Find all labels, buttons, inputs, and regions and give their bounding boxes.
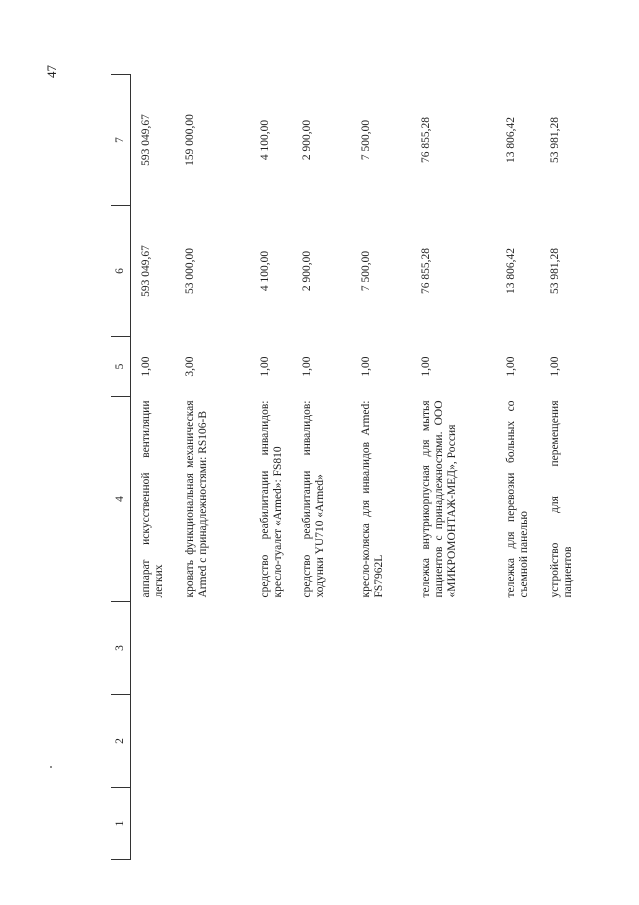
cell-price: 13 806,42 xyxy=(505,248,517,294)
cell-col2 xyxy=(131,695,185,788)
cell-col3 xyxy=(360,602,420,695)
header-col-2: 2 xyxy=(111,695,131,788)
cell-col2 xyxy=(301,695,360,788)
cell-col3 xyxy=(505,602,549,695)
cell-col2 xyxy=(420,695,505,788)
cell-total: 13 806,42 xyxy=(505,117,517,163)
cell-name: устройство для перемещения пациентов xyxy=(549,400,575,598)
cell-name: средство реабилитации инвалидов: кресло-туалет «Armed»: FS810 xyxy=(259,400,285,598)
cell-qty: 3,00 xyxy=(184,356,196,377)
cell-name: кресло-коляска для инвалидов Armed: FS7962L xyxy=(360,400,386,598)
cell-col1 xyxy=(420,788,505,860)
cell-col2 xyxy=(259,695,301,788)
equipment-table xyxy=(111,74,593,860)
cell-price: 593 049,67 xyxy=(140,245,152,297)
header-row xyxy=(111,75,131,860)
cell-total: 593 049,67 xyxy=(140,114,152,166)
cell-col3 xyxy=(420,602,505,695)
cell-qty: 1,00 xyxy=(259,356,271,377)
cell-name: аппарат искусственной вентиляции легких xyxy=(140,400,166,598)
header-col-5: 5 xyxy=(111,337,131,397)
table-row xyxy=(360,75,420,860)
cell-col2 xyxy=(184,695,259,788)
cell-col1 xyxy=(505,788,549,860)
cell-qty: 1,00 xyxy=(140,356,152,377)
cell-col1 xyxy=(259,788,301,860)
cell-col3 xyxy=(184,602,259,695)
cell-col1 xyxy=(549,788,593,860)
header-col-7: 7 xyxy=(111,75,131,206)
cell-col2 xyxy=(505,695,549,788)
cell-col1 xyxy=(301,788,360,860)
header-col-4: 4 xyxy=(111,397,131,602)
cell-col1 xyxy=(131,788,185,860)
cell-col2 xyxy=(549,695,593,788)
cell-col3 xyxy=(131,602,185,695)
cell-name: кровать функциональная механическая Armed с принадлежностями: RS106-B xyxy=(184,400,210,598)
cell-qty: 1,00 xyxy=(505,356,517,377)
cell-total: 53 981,28 xyxy=(549,117,561,163)
cell-qty: 1,00 xyxy=(549,356,561,377)
cell-col1 xyxy=(360,788,420,860)
cell-total: 4 100,00 xyxy=(259,119,271,161)
cell-price: 7 500,00 xyxy=(360,250,372,292)
cell-qty: 1,00 xyxy=(360,356,372,377)
table-row xyxy=(420,75,505,860)
table-row xyxy=(131,75,185,860)
page-number: 47 xyxy=(44,65,59,78)
cell-total: 76 855,28 xyxy=(420,117,432,163)
cell-price: 4 100,00 xyxy=(259,250,271,292)
cell-name: тележка внутрикорпусная для мытья пациентов с принадлежностями. ООО «МИКРОМОНТАЖ-МЕД», Россия xyxy=(420,400,459,598)
cell-col3 xyxy=(549,602,593,695)
cell-price: 2 900,00 xyxy=(301,250,313,292)
header-col-1: 1 xyxy=(111,788,131,860)
header-col-6: 6 xyxy=(111,206,131,337)
cell-name: средство реабилитации инвалидов: ходунки YU710 «Armed» xyxy=(301,400,327,598)
cell-total: 159 000,00 xyxy=(184,114,196,166)
cell-qty: 1,00 xyxy=(301,356,313,377)
cell-col2 xyxy=(360,695,420,788)
table-row xyxy=(259,75,301,860)
cell-total: 7 500,00 xyxy=(360,119,372,161)
table-row xyxy=(301,75,360,860)
cell-col3 xyxy=(301,602,360,695)
cell-col1 xyxy=(184,788,259,860)
cell-price: 53 000,00 xyxy=(184,248,196,294)
cell-name: тележка для перевозки больных со съемной панелью xyxy=(505,400,531,598)
rotated-table-wrapper xyxy=(111,75,629,860)
table-row xyxy=(505,75,549,860)
header-col-3: 3 xyxy=(111,602,131,695)
cell-price: 76 855,28 xyxy=(420,248,432,294)
scan-speck xyxy=(50,766,52,768)
cell-price: 53 981,28 xyxy=(549,248,561,294)
cell-total: 2 900,00 xyxy=(301,119,313,161)
table-row xyxy=(549,75,593,860)
cell-qty: 1,00 xyxy=(420,356,432,377)
cell-col3 xyxy=(259,602,301,695)
table-row xyxy=(184,75,259,860)
